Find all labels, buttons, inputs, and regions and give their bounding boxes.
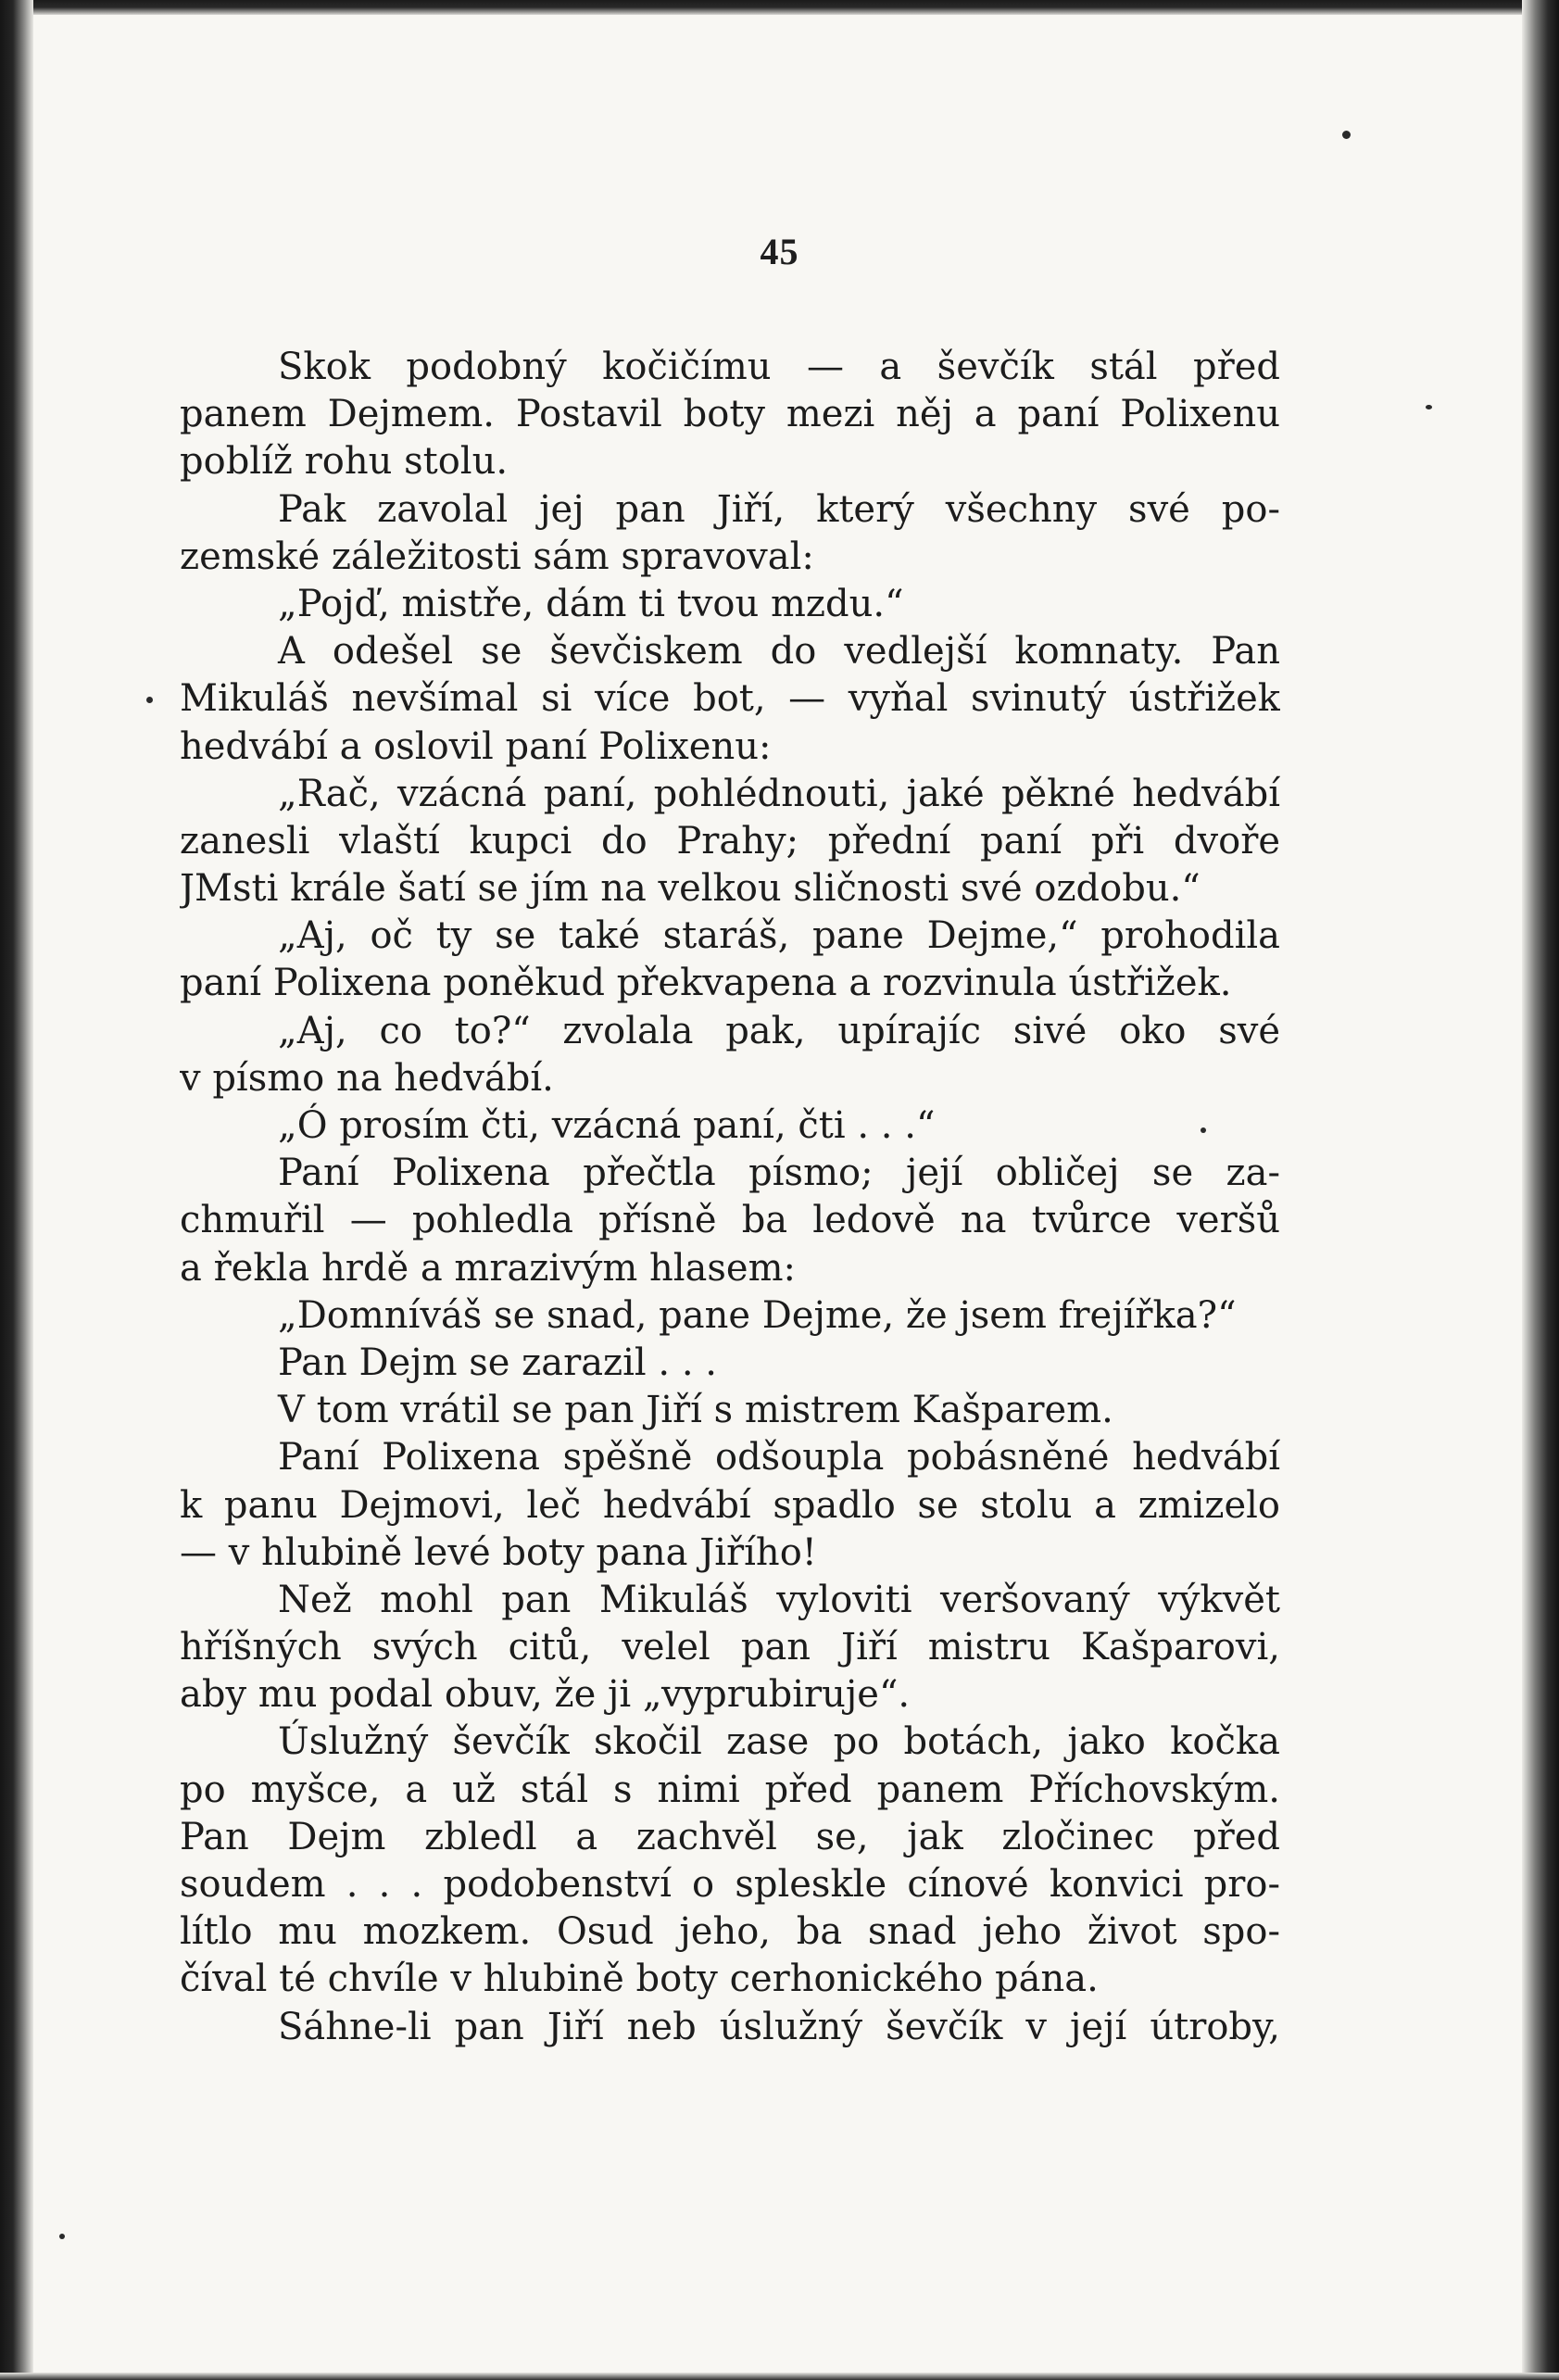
text-line: Úslužný ševčík skočil zase po botách, jako kočka xyxy=(278,1720,1280,1764)
dust-speck xyxy=(146,697,153,703)
text-line: Skok podobný kočičímu — a ševčík stál před xyxy=(278,346,1280,388)
text-line: „Aj, co to?“ zvolala pak, upírajíc sivé oko své xyxy=(278,1009,1280,1052)
text-line: panem Dejmem. Postavil boty mezi něj a paní Polixenu xyxy=(180,393,1280,436)
text-line: Paní Polixena přečtla písmo; její obličej se za- xyxy=(278,1152,1280,1195)
scan-edge-left xyxy=(0,0,33,2380)
dust-speck xyxy=(1342,131,1351,139)
text-line: hedvábí a oslovil paní Polixenu: xyxy=(180,724,772,768)
text-line: JMsti krále šatí se jím na velkou sličnosti své ozdobu.“ xyxy=(180,867,1201,911)
text-line: lítlo mu mozkem. Osud jeho, ba snad jeho život spo- xyxy=(180,1910,1280,1954)
text-line: poblíž rohu stolu. xyxy=(180,440,509,484)
text-line: v písmo na hedvábí. xyxy=(180,1056,554,1100)
text-line: „Pojď, mistře, dám ti tvou mzdu.“ xyxy=(278,582,904,625)
text-line: po myšce, a už stál s nimi před panem Příchovským. xyxy=(180,1768,1280,1811)
text-line: A odešel se ševčiskem do vedlejší komnaty. Pan xyxy=(278,630,1280,674)
text-line: Pak zavolal jej pan Jiří, který všechny své po- xyxy=(278,487,1280,531)
body-text xyxy=(180,344,1280,2051)
text-line: paní Polixena poněkud překvapena a rozvinula ústřižek. xyxy=(180,962,1232,1005)
text-line: číval té chvíle v hlubině boty cerhonického pána. xyxy=(180,1958,1099,2001)
text-line: k panu Dejmovi, leč hedvábí spadlo se stolu a zmizelo xyxy=(180,1483,1280,1527)
scan-edge-bottom xyxy=(0,2373,1559,2380)
text-line: Pan Dejm zbledl a zachvěl se, jak zločinec před xyxy=(180,1815,1280,1858)
dust-speck xyxy=(1426,405,1432,409)
text-line: Sáhne-li pan Jiří neb úslužný ševčík v její útroby, xyxy=(278,2005,1280,2048)
text-line: zanesli vlaští kupci do Prahy; přední paní při dvoře xyxy=(180,819,1280,863)
text-line: „Aj, oč ty se také staráš, pane Dejme,“ prohodila xyxy=(278,914,1280,958)
text-line: Paní Polixena spěšně odšoupla pobásněné hedvábí xyxy=(278,1436,1280,1480)
text-line: zemské záležitosti sám spravoval: xyxy=(180,535,814,578)
text-line: a řekla hrdě a mrazivým hlasem: xyxy=(180,1246,796,1290)
text-line: — v hlubině levé boty pana Jiřího! xyxy=(180,1530,817,1574)
text-line: aby mu podal obuv, že ji „vyprubiruje“. xyxy=(180,1673,911,1717)
text-line: soudem . . . podobenství o spleskle cínové konvici pro- xyxy=(180,1863,1280,1906)
text-line: hříšných svých citů, velel pan Jiří mistru Kašparovi, xyxy=(180,1626,1280,1669)
dust-speck xyxy=(59,2234,65,2239)
page-number: 45 xyxy=(760,231,799,272)
text-line: „Domníváš se snad, pane Dejme, že jsem frejířka?“ xyxy=(278,1293,1237,1337)
text-line: V tom vrátil se pan Jiří s mistrem Kašparem. xyxy=(278,1389,1113,1432)
text-line: chmuřil — pohledla přísně ba ledově na tvůrce veršů xyxy=(180,1199,1280,1242)
scan-edge-top xyxy=(0,0,1559,15)
text-line: Mikuláš nevšímal si více bot, — vyňal svinutý ústřižek xyxy=(180,677,1280,721)
text-line: „Ó prosím čti, vzácná paní, čti . . .“ xyxy=(278,1104,936,1147)
text-line: Než mohl pan Mikuláš vyloviti veršovaný výkvět xyxy=(278,1578,1280,1621)
scan-edge-right xyxy=(1522,0,1559,2380)
text-line: Pan Dejm se zarazil . . . xyxy=(278,1341,717,1384)
text-line: „Rač, vzácná paní, pohlédnouti, jaké pěkné hedvábí xyxy=(278,772,1280,815)
